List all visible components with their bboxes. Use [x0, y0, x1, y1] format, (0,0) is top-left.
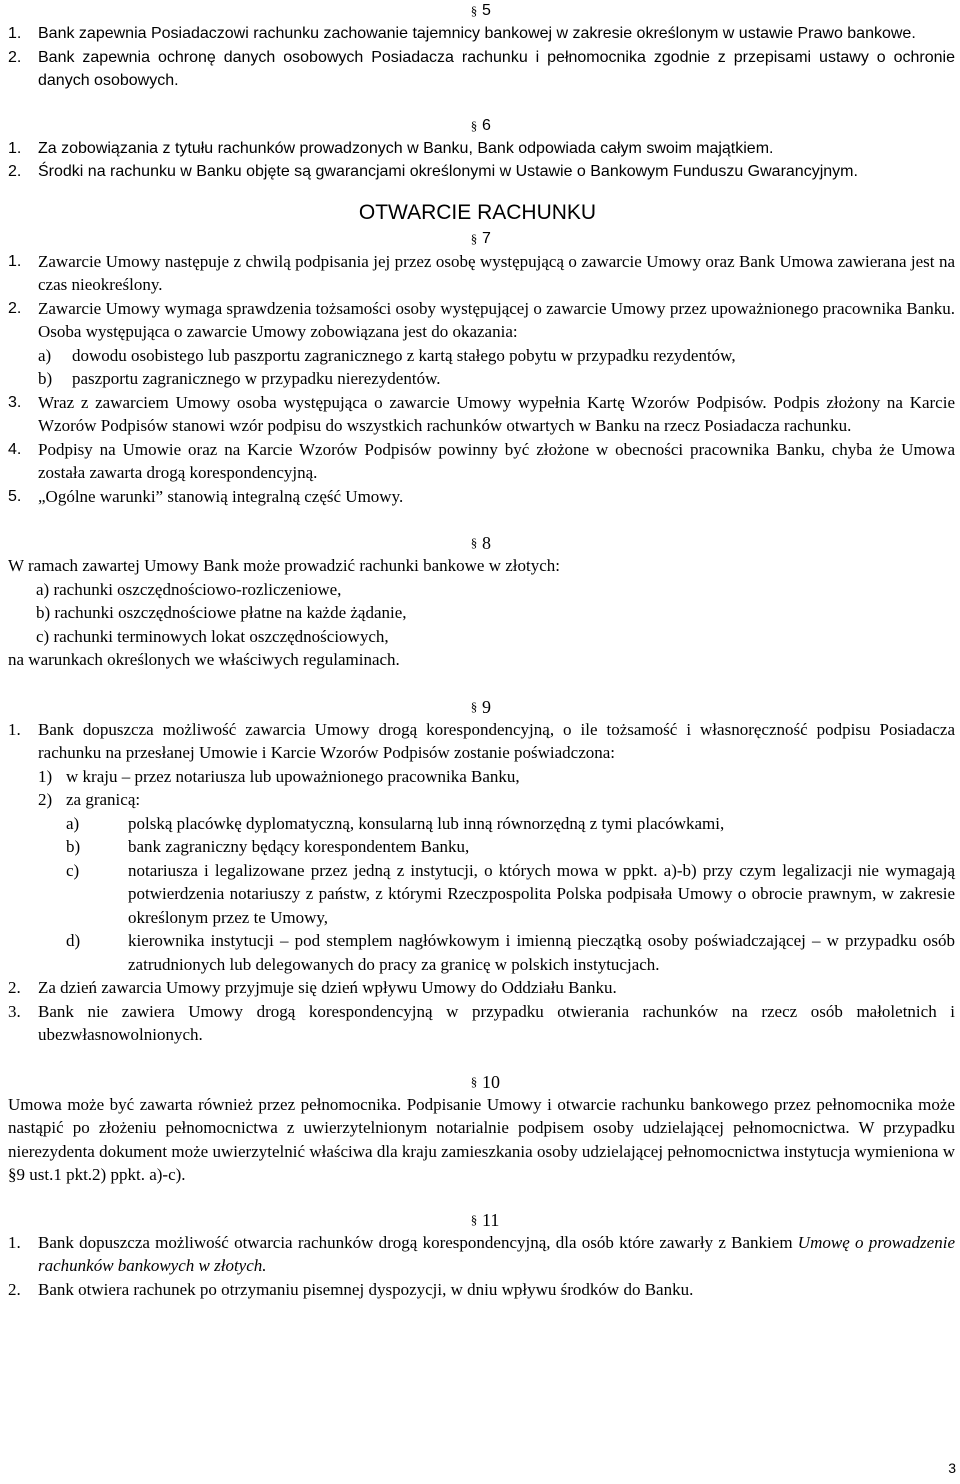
s9-item-2: 2. Za dzień zawarcia Umowy przyjmuje się dzień wpływu Umowy do Oddziału Banku.	[8, 978, 617, 997]
page-number: 3	[948, 1459, 956, 1476]
section-number: 8	[482, 533, 491, 553]
s11-item-1-italic: Umowę o prowadzenie rachunków bankowych w złotych.	[38, 1232, 955, 1275]
s11-item-1-text: Bank dopuszcza możliwość otwarcia rachunków drogą korespondencyjną, dla osób które zawarły z Bankiem	[38, 1232, 793, 1252]
section-sign-icon: §	[470, 1073, 478, 1089]
section-number: 10	[482, 1071, 500, 1092]
s7-item-2-sub-a: a) dowodu osobistego lub paszportu zagranicznego z kartą stałego pobytu w przypadku rezydentów,	[38, 345, 736, 365]
s8-list-item-a: a) rachunki oszczędnościowo-rozliczeniowe,	[36, 579, 342, 599]
section-sign-icon: §	[470, 698, 478, 714]
section-number: 9	[482, 696, 491, 717]
section-sign-icon: §	[470, 230, 478, 246]
s5-item-2: 2. Bank zapewnia ochronę danych osobowych Posiadacza rachunku i pełnomocnika zgodnie z przepisami ustawy o ochronie danych osobowych.	[8, 48, 955, 89]
s11-item-1: 1. Bank dopuszcza możliwość otwarcia rachunków drogą korespondencyjną, dla osób które zawarły z Bankiem Umowę o prowadzenie rachunków bankowych w złotych.	[8, 1232, 955, 1275]
s9-sub-2-d: d) kierownika instytucji – pod stemplem nagłówkowym i imienną pieczątką osoby poświadczającej – w przypadku osób zatrudnionych lub delegowanych do pracy za granicę w polskich instytucjach.	[66, 931, 955, 974]
section-header-9	[8, 696, 955, 718]
s5-item-1: 1. Bank zapewnia Posiadaczowi rachunku zachowanie tajemnicy bankowej w zakresie określonym w ustawie Prawo bankowe.	[8, 25, 916, 42]
section-number: 5	[482, 2, 491, 19]
section-sign-icon: §	[470, 3, 478, 18]
section-sign-icon: §	[470, 117, 478, 133]
s8-outro: na warunkach określonych we właściwych regulaminach.	[8, 650, 400, 669]
s7-item-2: 2. Zawarcie Umowy wymaga sprawdzenia tożsamości osoby występującej o zawarcie Umowy przez upoważnionego pracownika Banku. Osoba występująca o zawarcie Umowy zobowiązana jest do okazania:	[8, 298, 955, 341]
section-header-6	[8, 115, 955, 137]
s6-item-2: 2. Środki na rachunku w Banku objęte są gwarancjami określonymi w Ustawie o Bankowym Funduszu Gwarancyjnym.	[8, 163, 858, 180]
s9-item-1: 1. Bank dopuszcza możliwość zawarcia Umowy drogą korespondencyjną, o ile tożsamość i własnoręczność podpisu Posiadacza rachunku na przesłanej Umowie i Karcie Wzorów Podpisów zostanie poświadczona:	[8, 719, 955, 762]
s9-sub-2-a: a) polską placówkę dyplomatyczną, konsularną lub inną równorzędną z tymi placówkami,	[66, 813, 725, 833]
section-heading: OTWARCIE RACHUNKU	[358, 200, 597, 224]
s7-item-1: 1. Zawarcie Umowy następuje z chwilą podpisania jej przez osobę występującą o zawarcie Umowy oraz Bank Umowa zawierana jest na czas nieokreślony.	[8, 251, 955, 294]
section-header-11	[8, 1209, 955, 1231]
s7-item-3: 3. Wraz z zawarciem Umowy osoba występująca o zawarcie Umowy wypełnia Kartę Wzorów Podpisów. Podpis złożony na Karcie Wzorów Podpisów stanowi wzór podpisu do wszystkich rachunków otwartych w Banku na rzecz Posiadacza rachunku.	[8, 392, 955, 435]
s10-paragraph: Umowa może być zawarta również przez pełnomocnika. Podpisanie Umowy i otwarcie rachunku bankowego przez pełnomocnika może nastąpić po złożeniu pełnomocnictwa z uwierzytelnionym notarialnie podpisem osoby udzielającej pełnomocnictwa. W przypadku nierezydenta dokument może uwierzytelnić właściwa dla kraju zamieszkania osoby udzielającej pełnomocnictwa instytucja wymieniona w §9 ust.1 pkt.2) ppkt. a)-c).	[8, 1094, 955, 1184]
section-number: 7	[482, 229, 491, 247]
section-number: 11	[482, 1209, 500, 1230]
section-sign-icon: §	[470, 535, 478, 550]
s9-item-3: 3. Bank nie zawiera Umowy drogą korespondencyjną w przypadku otwierania rachunków na rzecz osób małoletnich i ubezwłasnowolnionych.	[8, 1001, 955, 1044]
s9-sub-2-c: c) notariusza i legalizowane przez jedną z instytucji, o których mowa w ppkt. a)-b) przy czym legalizacji nie wymagają potwierdzenia notariuszy z państw, z którymi Rzeczpospolita Polska podpisała Umowy o obrocie prawnym, w zakresie określonym przez te Umowy,	[66, 860, 955, 927]
section-header-8	[8, 532, 955, 554]
section-number: 6	[482, 116, 491, 134]
section-header-5	[8, 0, 955, 22]
s9-item-1-sub-1: 1) w kraju – przez notariusza lub upoważnionego pracownika Banku,	[38, 766, 520, 786]
s11-item-2: 2. Bank otwiera rachunek po otrzymaniu pisemnej dyspozycji, w dniu wpływu środków do Banku.	[8, 1279, 694, 1299]
section-header-10	[8, 1071, 955, 1093]
section-header-7	[8, 228, 955, 250]
s7-item-2-sub-b: b) paszportu zagranicznego w przypadku nierezydentów.	[38, 369, 441, 388]
s8-list-item-c: c) rachunki terminowych lokat oszczędnościowych,	[36, 626, 389, 646]
s9-sub-2-b: b) bank zagraniczny będący korespondentem Banku,	[66, 837, 470, 856]
section-sign-icon: §	[470, 1211, 478, 1227]
s8-intro: W ramach zawartej Umowy Bank może prowadzić rachunki bankowe w złotych:	[8, 556, 560, 575]
s6-item-1: 1. Za zobowiązania z tytułu rachunków prowadzonych w Banku, Bank odpowiada całym swoim majątkiem.	[8, 139, 774, 157]
s8-list-item-b: b) rachunki oszczędnościowe płatne na każde żądanie,	[36, 603, 407, 622]
s7-item-4: 4. Podpisy na Umowie oraz na Karcie Wzorów Podpisów powinny być złożone w obecności pracownika Banku, chyba że Umowa została zawarta drogą korespondencyjną.	[8, 439, 955, 482]
document-page	[8, 0, 955, 1301]
s9-item-1-sub-2: 2) za granicą:	[38, 790, 141, 809]
s7-item-5: 5. „Ogólne warunki” stanowią integralną część Umowy.	[8, 486, 404, 506]
